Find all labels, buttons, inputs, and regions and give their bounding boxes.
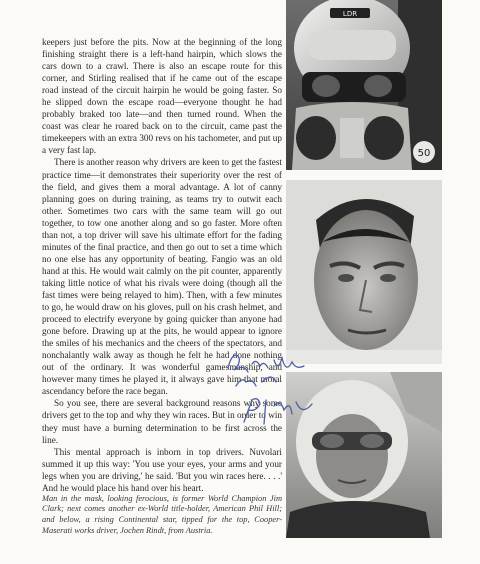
article-paragraph-1: keepers just before the pits. Now at the beginning of the long finishing straight there is a left-hand hairpin, which slows the cars down to a crawl. There is also an escape route for this corner, and Stirling realised that if he came out of the escape road instead of the circuit hairpin he would be going faster. So he slipped down the escape road—everyone thought he had probably braked too late—and then turned round. When the coast was clear he roared back on to the circuit, came past the timekeepers with an extra 300 revs on his tachometer, and put up a very fast lap. xyxy=(42,37,282,156)
article-text-column xyxy=(42,36,282,536)
article-paragraph-2: There is another reason why drivers are keen to get the fastest practice time—it demonstrates their superiority over the rest of the field, and gives them a moral advantage. A lot of canny planning goes on during training, as teams try to outwit each other. Sometimes two cars with the same team will go out together, to tow one another along and so go faster. More often than not, a top driver will save his ultimate effort for the fading minutes of the final practice, and then go out to set a time which no one else has any opportunity of beating. Fangio was an old hand at this. He would wait calmly on the pit counter, apparently taking little notice of what his rivals were doing (though all the fast times were being relayed to him). Then, with a few minutes to go, he would draw on his gloves, pull on his crash helmet, and proceed to electrify everyone by going quicker than anyone had gone before. Drawing up at the pits, he would appear to ignore the smiles of his mechanics and the cheers of the spectators, and nonchalantly walk away as though he felt he had done nothing out of the ordinary. It was wonderful gamesmanship, and however many times he played it, it always gave him that moral ascendancy before the race began. xyxy=(42,157,282,397)
photo-caption: Man in the mask, looking ferocious, is former World Champion Jim Clark; next comes another ex-World title-holder, American Phil Hill; and below, a rising Continental star, tipped for the top, Cooper-Maserati works driver, Jochen Rindt, from Austria. xyxy=(42,493,282,535)
photo-jochen-rindt xyxy=(286,372,442,538)
photo-phil-hill xyxy=(286,180,442,364)
article-paragraph-3: So you see, there are several background reasons why some drivers get to the top and why they win races. But in order to win they must have a burning determination to be first across the line. xyxy=(42,398,282,445)
article-paragraph-4: This mental approach is inborn in top drivers. Nuvolari summed it up this way: 'You use your eyes, your arms and your legs when you are driving,' he said. 'But you win races here. . . .' And he would place his hand over his heart. xyxy=(42,446,282,493)
car-number-badge: 50 xyxy=(417,148,431,159)
helmet-number-text: LDR xyxy=(342,10,358,18)
photo-jim-clark xyxy=(286,0,442,170)
